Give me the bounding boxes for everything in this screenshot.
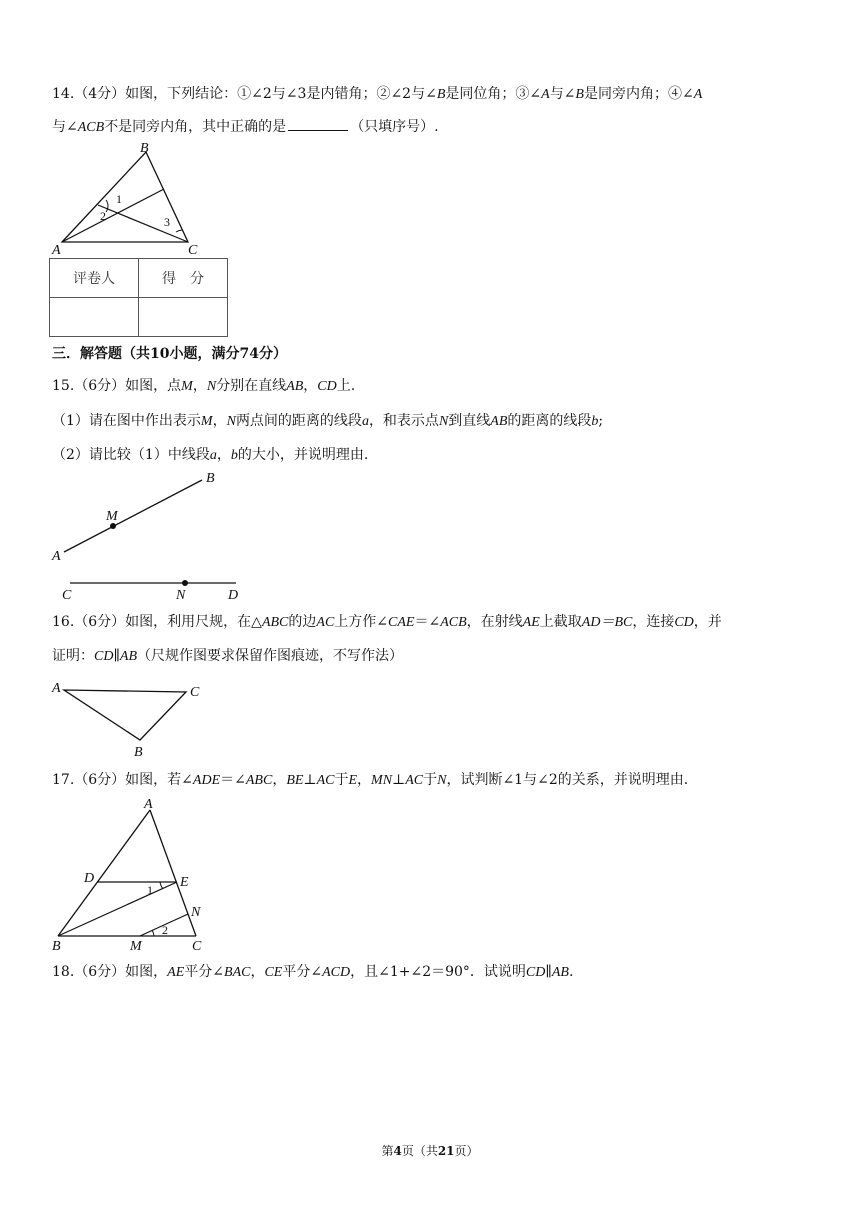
label-2: 2 (162, 923, 168, 937)
grader-cell[interactable] (50, 298, 139, 337)
page-footer: 第4页（共21页） (381, 1144, 479, 1158)
score-table (49, 258, 228, 337)
label-A: A (52, 243, 61, 258)
q14-line1: 14.（4分）如图，下列结论：①∠2与∠3是内错角；②∠2与∠B是同位角；③∠A与∠B是同旁内角；④∠A (52, 86, 703, 102)
score-cell[interactable] (139, 298, 228, 337)
label-D: D (84, 871, 95, 886)
label-N: N (176, 588, 186, 603)
answer-blank[interactable] (288, 116, 348, 131)
q16-figure (48, 676, 218, 762)
label-E: E (180, 875, 189, 890)
label-A: A (52, 681, 61, 696)
page-number: 4 (393, 1144, 402, 1158)
label-C: C (188, 243, 198, 258)
angle-arc-1 (106, 200, 108, 212)
label-B: B (52, 939, 61, 954)
label-3: 3 (164, 215, 170, 229)
label-C: C (192, 939, 202, 954)
angle-arc-2 (152, 930, 154, 936)
label-D: D (228, 588, 239, 603)
line-ab (64, 480, 202, 552)
q15-line1: 15.（6分）如图，点M，N分别在直线AB，CD上. (52, 378, 356, 394)
label-1: 1 (147, 883, 153, 897)
angle-arc-3 (176, 230, 182, 232)
side-ab (58, 810, 150, 936)
q18-line1: 18.（6分）如图，AE平分∠BAC，CE平分∠ACD，且∠1+∠2＝90°．试说明CD∥AB. (52, 964, 574, 980)
q14-figure (48, 140, 228, 260)
label-B: B (134, 745, 143, 760)
segment-b-to-ac (98, 205, 188, 242)
q16-line1: 16.（6分）如图，利用尺规，在△ABC的边AC上方作∠CAE＝∠ACB，在射线AE上截取AD＝BC，连接CD，并 (52, 614, 722, 630)
label-A: A (52, 549, 61, 564)
total-pages: 21 (437, 1144, 455, 1158)
q15-line2: （1）请在图中作出表示M，N两点间的距离的线段a，和表示点N到直线AB的距离的线段b; (52, 413, 604, 429)
section-heading: 三．解答题（共10小题，满分74分） (52, 346, 287, 362)
label-C: C (62, 588, 72, 603)
label-2: 2 (100, 209, 106, 223)
label-M: M (106, 509, 118, 524)
q15-line3: （2）请比较（1）中线段a，b的大小，并说明理由. (52, 447, 369, 463)
label-B: B (206, 471, 215, 486)
segment-a-to-bc (62, 189, 164, 242)
q16-line2: 证明：CD∥AB（尺规作图要求保留作图痕迹，不写作法） (52, 648, 404, 664)
score-table-score-header: 得 分 (139, 259, 228, 298)
angle-arc-1 (160, 882, 163, 889)
point-n (182, 580, 188, 586)
triangle-abc (64, 690, 186, 740)
label-A: A (144, 797, 153, 812)
side-ac (150, 810, 196, 936)
q15-figure (48, 468, 258, 608)
segment-be (58, 882, 177, 936)
label-M: M (130, 939, 142, 954)
label-C: C (190, 685, 200, 700)
label-B: B (140, 141, 149, 156)
q14-line2: 与∠ACB不是同旁内角，其中正确的是 （只填序号）. (52, 116, 439, 138)
label-1: 1 (116, 192, 122, 206)
q17-figure (48, 796, 228, 958)
q17-line1: 17.（6分）如图，若∠ADE＝∠ABC，BE⊥AC于E，MN⊥AC于N，试判断∠1与∠2的关系，并说明理由. (52, 772, 689, 788)
score-table-grader-header: 评卷人 (50, 259, 139, 298)
label-N: N (191, 905, 201, 920)
